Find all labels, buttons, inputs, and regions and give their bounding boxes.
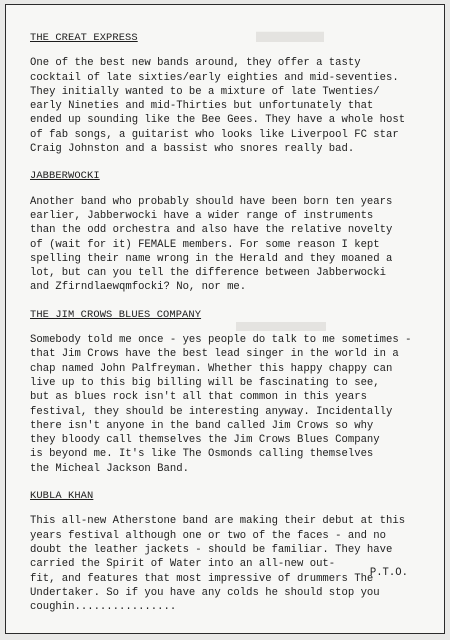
paragraph-line: Craig Johnston and a bassist who snores really bad. (30, 143, 355, 156)
paragraph-line: They initially wanted to be a mixture of late Twenties/ (30, 85, 380, 98)
paragraph-line: fit, and features that most impressive of drummers The (30, 572, 374, 585)
paragraph-line: Undertaker. So if you have any colds he should stop you (30, 586, 380, 599)
paragraph-line: lot, but can you tell the difference between Jabberwocki (30, 267, 387, 280)
paragraph-line: carried the Spirit of Water into an all-new out- (30, 558, 336, 571)
paragraph-line: spelling their name wrong in the Herald and they moaned a (30, 252, 393, 265)
article-body (30, 31, 422, 627)
paragraph-line: Somebody told me once - yes people do talk to me sometimes - (30, 334, 412, 347)
paragraph-line: early Nineties and mid-Thirties but unfortunately that (30, 100, 374, 113)
paragraph-line: than the odd orchestra and also have the relative novelty (30, 224, 393, 237)
paragraph-line: years festival although one or two of the faces - and no (30, 529, 387, 542)
section-heading: THE CREAT EXPRESS (30, 32, 138, 44)
paragraph-line: is beyond me. It's like The Osmonds calling themselves (30, 448, 374, 461)
section-heading: THE JIM CROWS BLUES COMPANY (30, 308, 202, 321)
paragraph-line: of (wait for it) FEMALE members. For some reason I kept (30, 238, 380, 251)
paragraph-line: festival, they should be interesting anyway. Incidentally (30, 405, 393, 418)
paragraph-line: that Jim Crows have the best lead singer in the world in a (30, 348, 399, 361)
paragraph-line: One of the best new bands around, they offer a tasty (30, 57, 361, 70)
page-turn-note: P.T.O. (369, 567, 408, 579)
paragraph-line: they bloody call themselves the Jim Crows Blues Company (30, 434, 380, 447)
section-jabberwocki (30, 169, 422, 294)
paragraph-line: of fab songs, a guitarist who looks like Liverpool FC star (30, 128, 399, 141)
paragraph-line: and Zfirndlaewqmfocki? No, nor me. (30, 281, 247, 294)
section-kubla-khan (30, 489, 422, 614)
show-through-smudge: ▬▬▬ (236, 305, 326, 338)
show-through-smudge: ▬▬ (256, 13, 324, 50)
paragraph-line: but as blues rock isn't all that common in this years (30, 391, 367, 404)
paragraph-line: This all-new Atherstone band are making their debut at this (30, 515, 406, 528)
section-heading: KUBLA KHAN (30, 490, 94, 503)
paragraph-line: the Micheal Jackson Band. (30, 462, 189, 475)
paragraph-line: there isn't anyone in the band called Jim Crows so why (30, 419, 374, 432)
section-great-express (30, 31, 422, 156)
paragraph-line: doubt the leather jackets - should be familiar. They have (30, 543, 393, 556)
printed-page (5, 4, 445, 634)
paragraph-line: chap named John Palfreyman. Whether this happy chappy can (30, 362, 393, 375)
paragraph-line: coughin................ (30, 601, 177, 614)
paragraph-line: live up to this big billing will be fascinating to see, (30, 376, 380, 389)
section-jim-crows (30, 308, 422, 476)
paragraph-line: cocktail of late sixties/early eighties and mid-seventies. (30, 71, 399, 84)
paragraph-line: Another band who probably should have been born ten years (30, 195, 393, 208)
section-heading: JABBERWOCKI (30, 170, 100, 183)
paragraph-line: earlier, Jabberwocki have a wider range of instruments (30, 209, 374, 222)
paragraph-line: ended up sounding like the Bee Gees. They have a whole host (30, 114, 406, 127)
